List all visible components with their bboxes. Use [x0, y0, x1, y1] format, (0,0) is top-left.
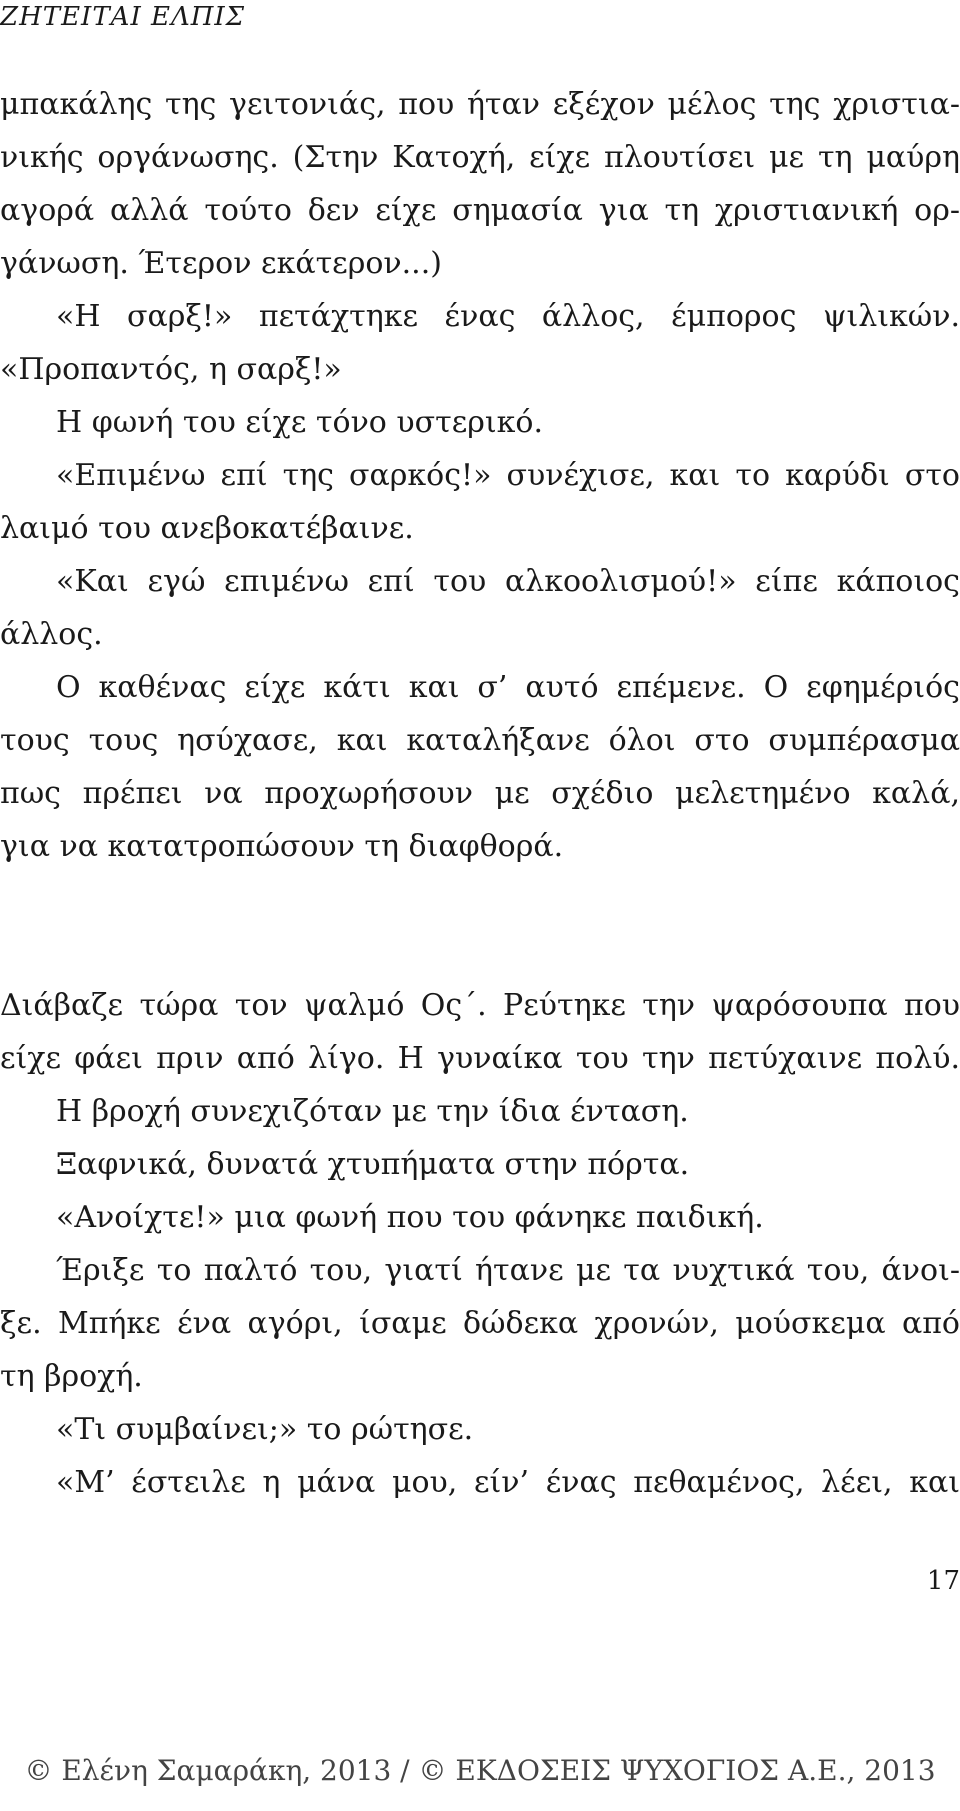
- text-line: Η βροχή συνεχιζόταν με την ίδια ένταση.: [56, 1094, 689, 1129]
- text-line: «Η σαρξ!» πετάχτηκε ένας άλλος, έμπορος ψιλικών.: [56, 299, 960, 334]
- text-line: γάνωση. Έτερον εκάτερον...): [0, 246, 442, 281]
- text-line: τους τους ησύχασε, και καταλήξανε όλοι στο συμπέρασμα: [0, 723, 960, 758]
- section-break: [0, 873, 960, 979]
- text-line: τη βροχή.: [0, 1359, 143, 1394]
- copyright-footer: © Ελένη Σαμαράκη, 2013 / © ΕΚΔΟΣΕΙΣ ΨΥΧΟΓΙΟΣ Α.Ε., 2013: [24, 1754, 936, 1787]
- text-line: νικής οργάνωσης. (Στην Κατοχή, είχε πλουτίσει με τη μαύρη: [0, 140, 960, 175]
- text-line: ξε. Μπήκε ένα αγόρι, ίσαμε δώδεκα χρονών, μούσκεμα από: [0, 1306, 960, 1341]
- text-line: άλλος.: [0, 617, 103, 652]
- body-text: [0, 78, 960, 1509]
- text-line: Ο καθένας είχε κάτι και σ’ αυτό επέμενε. Ο εφημέριός: [56, 670, 960, 705]
- text-line: λαιμό του ανεβοκατέβαινε.: [0, 511, 414, 546]
- text-line: αγορά αλλά τούτο δεν είχε σημασία για τη χριστιανική ορ-: [0, 193, 960, 228]
- text-line: «Και εγώ επιμένω επί του αλκοολισμού!» είπε κάποιος: [56, 564, 960, 599]
- text-line: Ξαφνικά, δυνατά χτυπήματα στην πόρτα.: [56, 1147, 690, 1182]
- text-line: «Τι συμβαίνει;» το ρώτησε.: [56, 1412, 474, 1447]
- text-line: πως πρέπει να προχωρήσουν με σχέδιο μελετημένο καλά,: [0, 776, 960, 811]
- text-line: μπακάλης της γειτονιάς, που ήταν εξέχον μέλος της χριστια-: [0, 87, 960, 122]
- page-number: 17: [926, 1566, 960, 1596]
- text-line: «Επιμένω επί της σαρκός!» συνέχισε, και το καρύδι στο: [56, 458, 960, 493]
- text-line: Διάβαζε τώρα τον ψαλμό Ος΄. Ρεύτηκε την ψαρόσουπα που: [0, 988, 960, 1023]
- text-line: για να κατατροπώσουν τη διαφθορά.: [0, 829, 564, 864]
- text-line: «Προπαντός, η σαρξ!»: [0, 352, 342, 387]
- text-line: είχε φάει πριν από λίγο. Η γυναίκα του την πετύχαινε πολύ.: [0, 1041, 960, 1076]
- text-line: «Ανοίχτε!» μια φωνή που του φάνηκε παιδική.: [56, 1200, 764, 1235]
- running-head-title: ΖΗΤΕΙΤΑΙ ΕΛΠΙΣ: [0, 2, 246, 32]
- text-line: Η φωνή του είχε τόνο υστερικό.: [56, 405, 544, 440]
- text-line: «Μ’ έστειλε η μάνα μου, είν’ ένας πεθαμένος, λέει, και: [56, 1465, 960, 1500]
- text-line: Έριξε το παλτό του, γιατί ήτανε με τα νυχτικά του, άνοι-: [56, 1253, 960, 1288]
